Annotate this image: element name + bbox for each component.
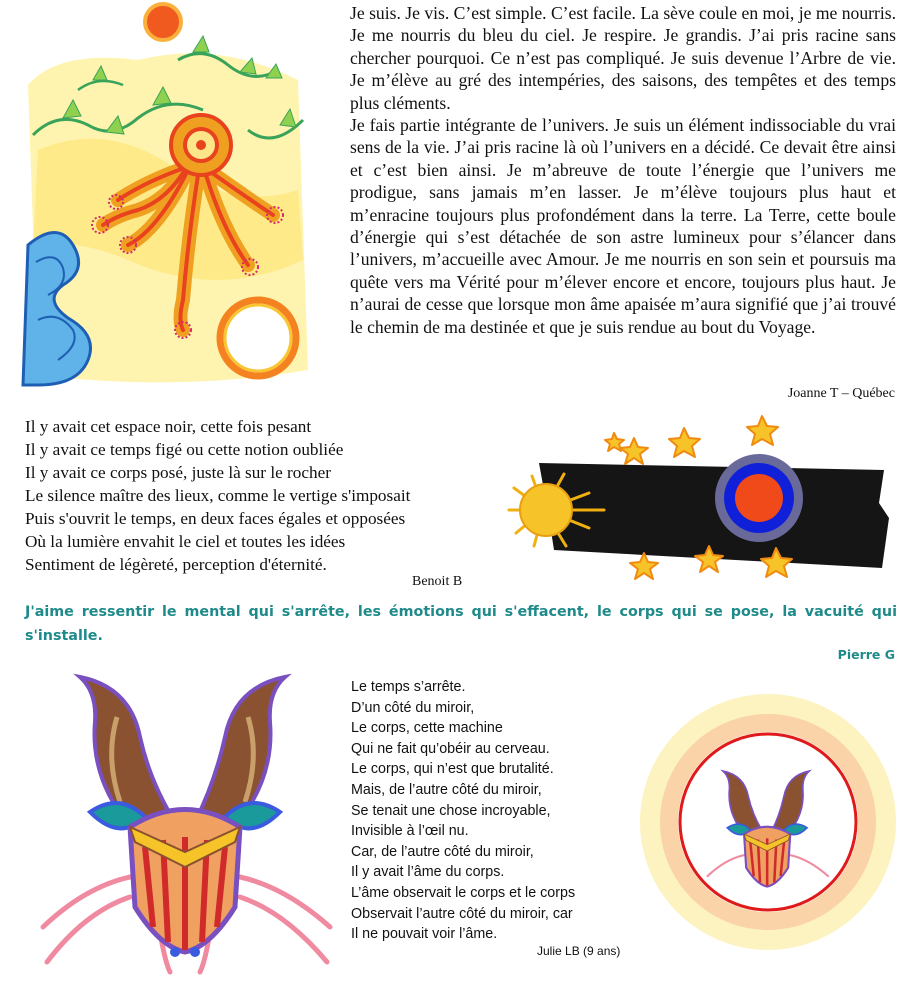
poem-line: Se tenait une chose incroyable, (351, 802, 551, 819)
author-signature: Joanne T – Québec (787, 386, 895, 401)
poem-line: Car, de l’autre côté du miroir, (351, 843, 534, 860)
poem-line: Où la lumière envahit le ciel et toutes les idées (25, 532, 346, 551)
poem (351, 677, 651, 945)
paragraph: Je fais partie intégrante de l’univers. Je suis un élément indissociable du vrai sens de la vie. J’ai pris racine là où l’univers en a décidé. Ce devait être ainsi et c’est bien ainsi. Je m’abreuve de toute l’énergie que l’univers me prodigue, sans jamais m’en lasser. Je m’élève toujours plus haut et m’enracine toujours plus profondément dans la terre. La Terre, cette boule d’énergie qui s’est détachée de son astre lumineux pour s’élancer dans l’univers, m’accueille avec Amour. Je me nourris en son sein et poursuis ma quête vers ma Vérité pour m’élever encore et encore, toujours plus haut. Je n’aurai de cesse que lorsque mon âme apaisée m’aura signifié que j’ai trouvé le chemin de ma destinée et que je suis rendue au bout du Voyage. (350, 115, 896, 337)
prose-text (350, 2, 896, 338)
poem-line: Sentiment de légèreté, perception d'éternité. (25, 555, 327, 574)
highlight-quote: J'aime ressentir le mental qui s'arrête, les émotions qui s'effacent, le corps qui se pose, la vacuité qui s'installe. (25, 604, 897, 644)
poem (25, 415, 495, 576)
poem-line: Qui ne fait qu’obéir au cerveau. (351, 740, 550, 757)
poem-line: Il ne pouvait voir l’âme. (351, 926, 498, 943)
poem-line: Le temps s’arrête. (351, 679, 466, 695)
poem-line: Il y avait ce temps figé ou cette notion oubliée (25, 440, 344, 459)
poem-line: Invisible à l’œil nu. (351, 823, 469, 840)
poem-line: Mais, de l’autre côté du miroir, (351, 781, 542, 798)
poem-line: D’un côté du miroir, (351, 699, 475, 716)
poem-line: Il y avait cet espace noir, cette fois pesant (25, 417, 312, 436)
author-signature: Benoit B (412, 574, 463, 589)
poem-line: Il y avait ce corps posé, juste là sur le rocher (25, 463, 331, 482)
poem-line: Le corps, cette machine (351, 720, 503, 737)
mask-drawing (35, 662, 340, 980)
poem-line: L’âme observait le corps et le corps (351, 884, 576, 901)
paragraph: Je suis. Je vis. C’est simple. C’est facile. La sève coule en moi, je me nourris. Je me nourris du bleu du ciel. Je respire. Je grandis. J’ai pris racine sans chercher pourquoi. Ce n’est pas compliqué. Je suis devenue l’Arbre de vie. Je m’élève au gré des intempéries, des saisons, des tempêtes et des temps plus cléments. (350, 3, 896, 113)
author-signature: Pierre G (837, 647, 895, 662)
author-signature: Julie LB (9 ans) (537, 944, 621, 958)
mask-medallion-drawing (638, 692, 898, 952)
poem-line: Le corps, qui n’est que brutalité. (351, 761, 554, 778)
night-sky-drawing (494, 408, 894, 593)
poem-line: Observait l’autre côté du miroir, car (351, 905, 573, 922)
tree-of-life-drawing (18, 0, 318, 390)
poem-line: Le silence maître des lieux, comme le vertige s'imposait (25, 486, 411, 505)
poem-line: Puis s'ouvrit le temps, en deux faces égales et opposées (25, 509, 406, 528)
poem-line: Il y avait l’âme du corps. (351, 864, 505, 881)
